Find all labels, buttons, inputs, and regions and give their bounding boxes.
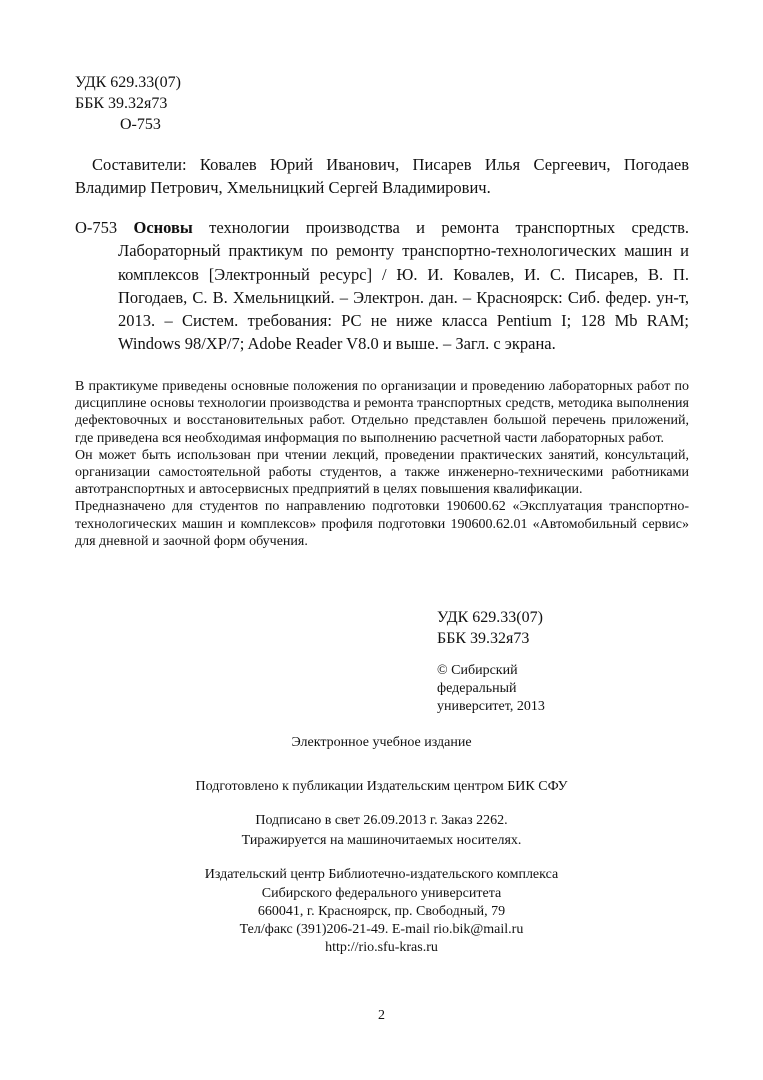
- publisher-contacts: Тел/факс (391)206-21-49. E-mail rio.bik@mail.ru: [239, 922, 524, 937]
- replication-note: Тиражируется на машиночитаемых носителях.: [241, 833, 522, 848]
- annotation-paragraph: В практикуме приведены основные положения по организации и проведению лабораторных работ по дисциплине основы технологии производства и ремонта транспортных средств, методика выполнения дефектовочных и восстановительных работ. Отдельно представлен большой перечень приложений, где приведена вся необходимая информация по выполнению расчетной части лабораторных работ.: [75, 379, 689, 446]
- publisher-website: http://rio.sfu-kras.ru: [325, 940, 438, 955]
- copyright-line: © Сибирский: [437, 663, 518, 678]
- publisher-address: 660041, г. Красноярск, пр. Свободный, 79: [257, 904, 506, 919]
- annotation-paragraph: Он может быть использован при чтении лекций, проведении практических занятий, консультаций, организации самостоятельной работы студентов, а также инженерно-техническими работниками автотранспортных и автосервисных предприятий в целях повышения квалификации.: [75, 447, 689, 498]
- bibliographic-text: [75, 216, 689, 356]
- annotation-paragraph: Предназначено для студентов по направлению подготовки 190600.62 «Эксплуатация транспортно-технологических машин и комплексов» профиля подготовки 190600.62.01 «Автомобильный сервис» для дневной и заочной форм обучения.: [75, 499, 689, 549]
- page-number: 2: [378, 1008, 385, 1023]
- title-bold: Основы: [133, 218, 193, 237]
- bibliographic-first-line: [75, 216, 689, 239]
- bbk-code: ББК 39.32я73: [75, 95, 168, 112]
- publisher-line: Издательский центр Библиотечно-издательского комплекса: [204, 867, 559, 882]
- udk-code: УДК 629.33(07): [437, 609, 543, 626]
- bbk-code: ББК 39.32я73: [437, 630, 530, 647]
- classification-block-right: [437, 607, 543, 649]
- author-sign: О-753: [120, 116, 161, 133]
- compilers-paragraph: Составители: Ковалев Юрий Иванович, Писарев Илья Сергеевич, Погодаев Владимир Петрович, Хмельницкий Сергей Владимирович.: [75, 155, 689, 197]
- annotation: [75, 378, 689, 550]
- bibliographic-record: [75, 216, 689, 356]
- bibliographic-code: О-753: [75, 218, 118, 237]
- prepared-by: Подготовлено к публикации Издательским центром БИК СФУ: [195, 779, 568, 794]
- edition-type: Электронное учебное издание: [291, 735, 472, 750]
- copyright-line: федеральный: [437, 681, 517, 696]
- copyright-notice: [437, 662, 545, 716]
- bibliographic-rest: Лабораторный практикум по ремонту транспортно-технологических машин и комплексов [Электронный ресурс] / Ю. И. Ковалев, И. С. Писарев, В. П. Погодаев, С. В. Хмельницкий. – Электрон. дан. – Красноярск: Сиб. федер. ун-т, 2013. – Систем. требования: PC не ниже класса Pentium I; 128 Mb RAM; Windows 98/XP/7; Adobe Reader V8.0 и выше. – Загл. с экрана.: [118, 241, 689, 354]
- signed-to-publish: Подписано в свет 26.09.2013 г. Заказ 2262.: [255, 813, 508, 828]
- udk-code: УДК 629.33(07): [75, 74, 181, 91]
- copyright-line: университет, 2013: [437, 699, 545, 714]
- classification-block-top: [75, 72, 181, 135]
- title-first-line: технологии производства и ремонта транспортных средств.: [192, 218, 689, 237]
- publisher-line: Сибирского федерального университета: [261, 886, 502, 901]
